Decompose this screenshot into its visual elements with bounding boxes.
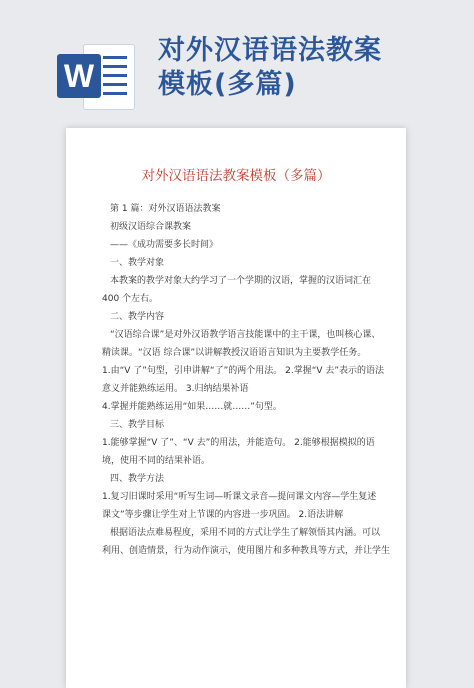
doc-line: 二、教学内容	[110, 312, 165, 322]
doc-line: 1.由“V 了”句型，引申讲解“了”的两个用法。 2.掌握“V 去”表示的语法	[102, 366, 385, 376]
doc-line: “汉语综合课”是对外汉语教学语言技能课中的主干课，也叫核心课、	[110, 330, 381, 340]
banner-title	[158, 34, 458, 102]
doc-line: 根据语法点难易程度，采用不同的方式让学生了解领悟其内涵。可以	[110, 528, 381, 538]
doc-line: 三、教学目标	[110, 420, 165, 430]
word-icon-lines	[103, 56, 127, 101]
doc-line: ——《成功需要多长时间》	[110, 240, 219, 250]
word-document-icon	[57, 40, 135, 112]
document-page	[66, 128, 406, 688]
document-body	[102, 200, 391, 560]
document-title: 对外汉语语法教案模板（多篇）	[141, 168, 331, 184]
doc-line: 利用、创造情景，行为动作演示，使用图片和多种教具等方式，并让学生	[102, 546, 391, 556]
doc-line: 第 1 篇：对外汉语语法教案	[110, 204, 221, 214]
doc-line: 本教案的教学对象大约学习了一个学期的汉语，掌握的汉语词汇在	[110, 276, 372, 286]
word-icon-letter: W	[57, 54, 101, 98]
doc-line: 4.掌握并能熟练运用“如果……就……”句型。	[102, 402, 282, 412]
banner-title-line-1: 对外汉语语法教案	[158, 35, 382, 66]
doc-line: 一、教学对象	[110, 258, 165, 268]
doc-line: 初级汉语综合课教案	[110, 222, 192, 232]
doc-line: 境，使用不同的结果补语。	[102, 456, 211, 466]
doc-line: 400 个左右。	[102, 294, 159, 304]
doc-line: 1.复习旧课时采用“听写生词—听课文录音—提问课文内容—学生复述	[102, 492, 377, 502]
doc-line: 1.能够掌握“V 了”、“V 去”的用法，并能造句。 2.能够根据模拟的语	[102, 438, 375, 448]
doc-line: 意义并能熟练运用。 3.归纳结果补语	[102, 384, 249, 394]
doc-line: 课文”等步骤让学生对上节课的内容进一步巩固。 2.语法讲解	[102, 510, 344, 520]
doc-line: 精读课。“汉语 综合课”以讲解教授汉语语言知识为主要教学任务。	[102, 348, 367, 358]
banner-title-line-2: 模板(多篇)	[158, 69, 297, 100]
doc-line: 四、教学方法	[110, 474, 165, 484]
